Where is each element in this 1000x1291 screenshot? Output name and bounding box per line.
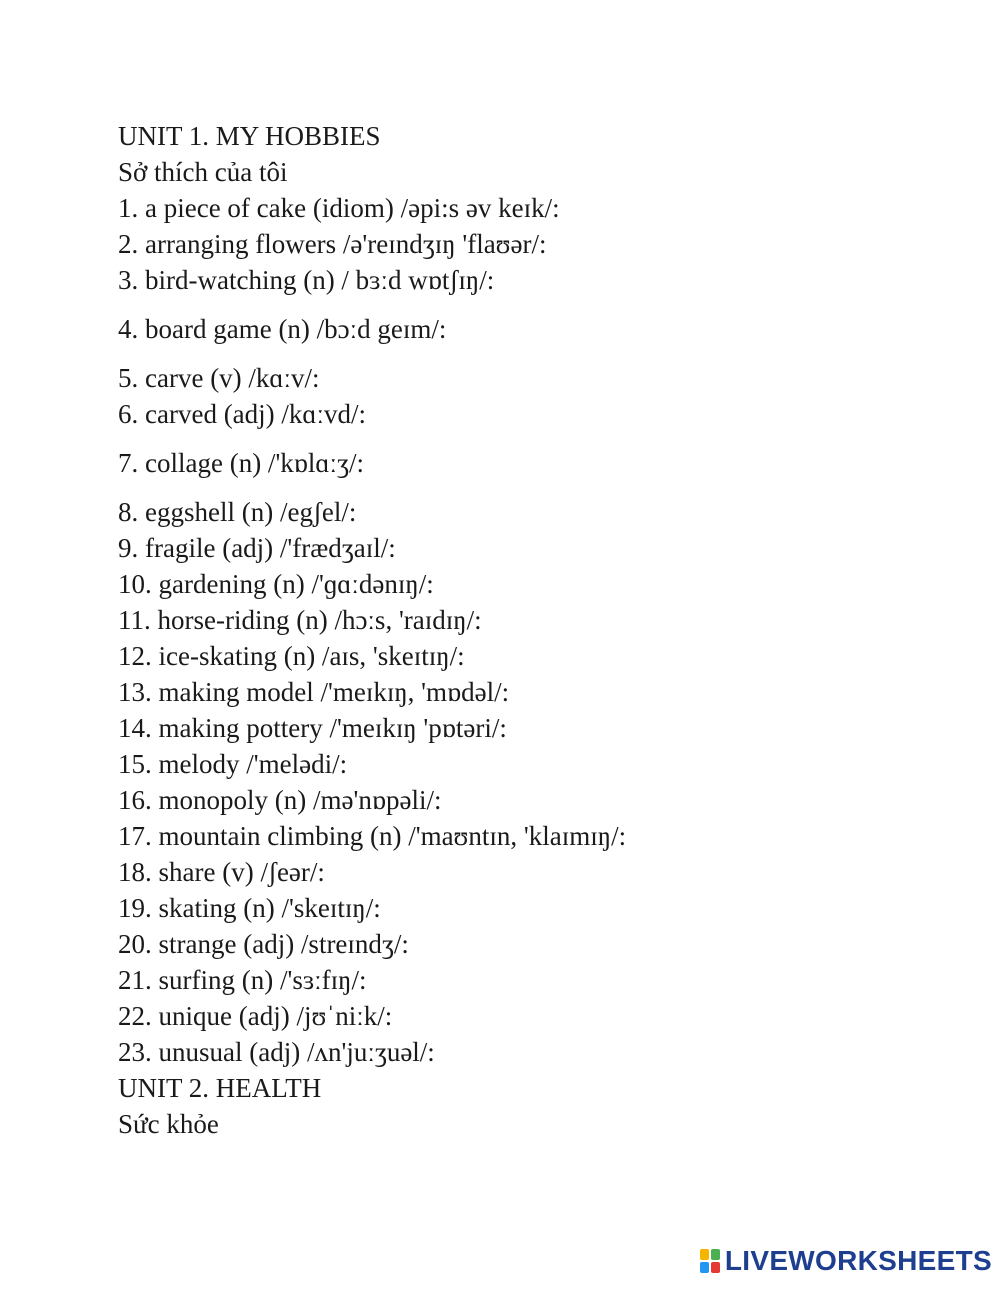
logo-tile-blue xyxy=(700,1262,709,1273)
vocab-item: 5. carve (v) /kɑːv/: xyxy=(118,363,320,393)
logo-tile-yellow xyxy=(700,1249,709,1260)
vocab-item: 14. making pottery /'meɪkɪŋ 'pɒtəri/: xyxy=(118,713,507,743)
vocab-item: 18. share (v) /ʃeər/: xyxy=(118,857,325,887)
vocab-item: 2. arranging flowers /ə'reɪndʒɪŋ 'flaʊər/: xyxy=(118,229,547,259)
vocab-item: 19. skating (n) /'skeɪtɪŋ/: xyxy=(118,893,381,923)
logo-tile-red xyxy=(711,1262,720,1273)
vocab-item: 7. collage (n) /'kɒlɑːʒ/: xyxy=(118,448,365,478)
vocab-item: 20. strange (adj) /streɪndʒ/: xyxy=(118,929,409,959)
unit-subtitle: Sở thích của tôi xyxy=(118,157,288,187)
vocab-item: 15. melody /'melədi/: xyxy=(118,749,348,779)
vocab-item: 23. unusual (adj) /ʌn'juːʒuəl/: xyxy=(118,1037,435,1067)
vocab-item: 12. ice-skating (n) /aɪs, 'skeɪtɪŋ/: xyxy=(118,641,465,671)
vocab-item: 1. a piece of cake (idiom) /əpi:s əv keɪk/: xyxy=(118,193,560,223)
vocab-item: 21. surfing (n) /'sɜːfɪŋ/: xyxy=(118,965,367,995)
vocab-item: 3. bird-watching (n) / bɜːd wɒtʃɪŋ/: xyxy=(118,265,495,295)
vocab-item: 6. carved (adj) /kɑːvd/: xyxy=(118,399,367,429)
liveworksheets-logo-icon xyxy=(699,1248,721,1274)
vocab-item: 17. mountain climbing (n) /'maʊntɪn, 'klaɪmɪŋ/: xyxy=(118,821,627,851)
vocab-item: 4. board game (n) /bɔːd geɪm/: xyxy=(118,314,447,344)
unit-subtitle: Sức khỏe xyxy=(118,1109,219,1139)
unit-title: UNIT 2. HEALTH xyxy=(118,1073,322,1103)
worksheet-page xyxy=(118,118,958,1142)
liveworksheets-watermark xyxy=(699,1245,992,1277)
vocab-item: 22. unique (adj) /jʊˈniːk/: xyxy=(118,1001,393,1031)
vocab-item: 10. gardening (n) /'ɡɑːdənɪŋ/: xyxy=(118,569,434,599)
unit-title: UNIT 1. MY HOBBIES xyxy=(118,121,381,151)
vocab-item: 9. fragile (adj) /'frædʒaɪl/: xyxy=(118,533,396,563)
vocab-item: 16. monopoly (n) /mə'nɒpəli/: xyxy=(118,785,442,815)
watermark-text: LIVEWORKSHEETS xyxy=(724,1245,992,1276)
vocab-item: 11. horse-riding (n) /hɔːs, 'raɪdɪŋ/: xyxy=(118,605,482,635)
logo-tile-green xyxy=(711,1249,720,1260)
vocab-item: 13. making model /'meɪkɪŋ, 'mɒdəl/: xyxy=(118,677,510,707)
vocab-item: 8. eggshell (n) /egʃel/: xyxy=(118,497,357,527)
